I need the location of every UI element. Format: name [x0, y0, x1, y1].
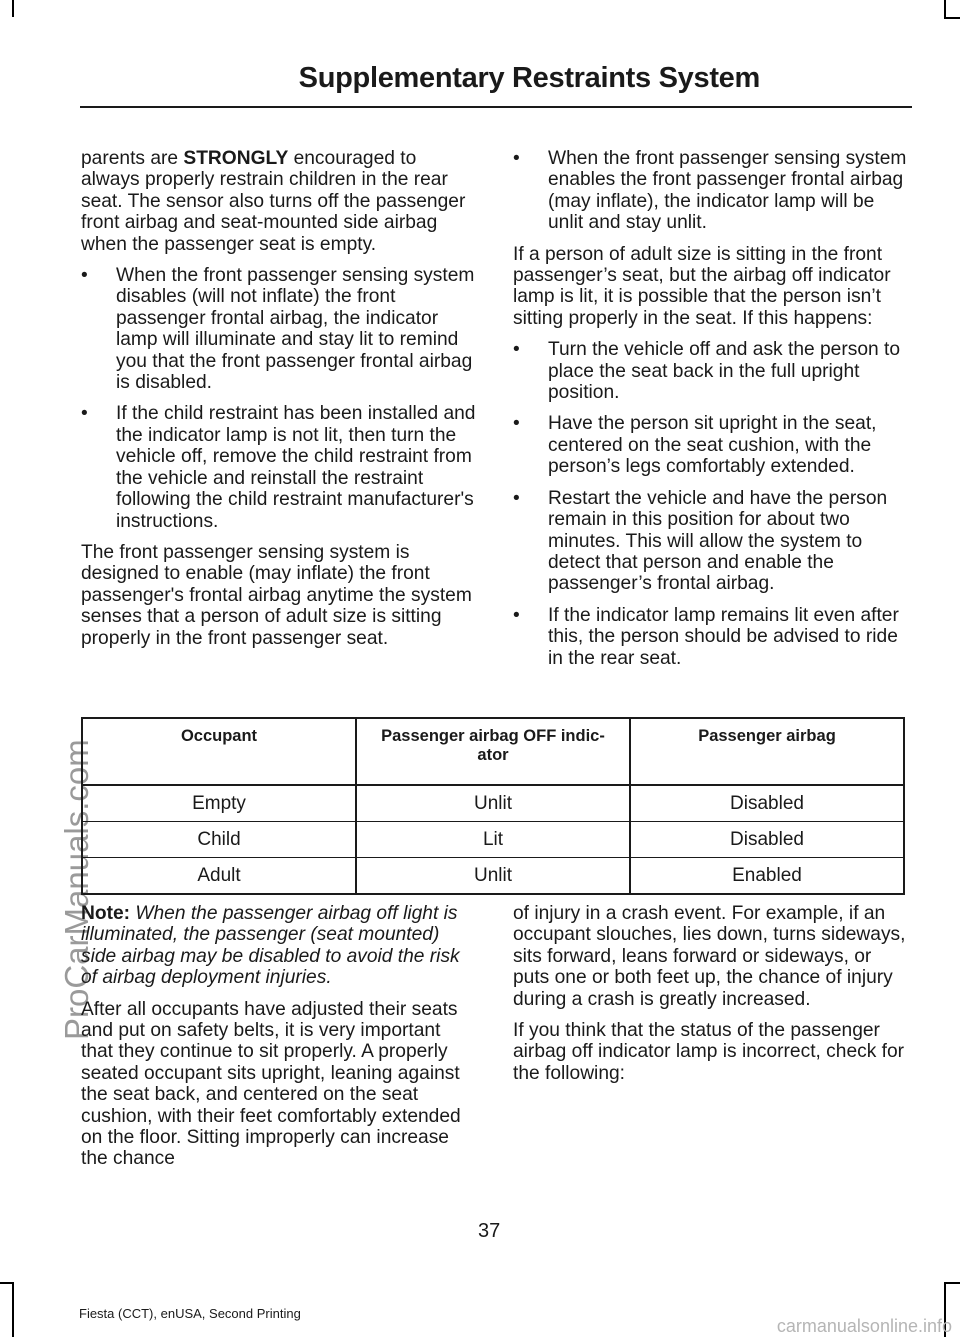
header-indicator: Passenger airbag OFF indic- ator [356, 718, 630, 785]
injury-paragraph: of injury in a crash event. For example, if an occupant slouches, lies down, turns sideways, sits forward, leans forward or sideways, or puts one or both feet up, the chance of injury during a crash is greatly increased. [513, 903, 906, 1010]
note-label: Note: [81, 903, 131, 924]
cell-occupant: Adult [82, 858, 356, 895]
list-item [513, 413, 907, 477]
list-item [513, 605, 907, 669]
side-watermark: ProCarManuals.com [58, 739, 95, 1040]
title-rule [80, 106, 912, 108]
bullet-icon: • [513, 604, 520, 626]
sensing-system-paragraph: The front passenger sensing system is designed to enable (may inflate) the front passenger's frontal airbag anytime the system senses that a person of adult size is sitting properly in the front passenger seat. [81, 541, 472, 649]
crop-mark-bottom-left-v [12, 1284, 14, 1337]
bullet-icon: • [81, 265, 88, 287]
intro-strong: STRONGLY [183, 148, 289, 169]
cell-indicator: Lit [356, 822, 630, 858]
lower-right-column [513, 903, 908, 1094]
airbag-status-table [81, 717, 905, 895]
crop-mark-bottom-right-h [944, 1282, 960, 1284]
header-occupant: Occupant [82, 718, 356, 785]
table-row [82, 822, 904, 858]
list-item [513, 339, 907, 403]
crop-mark-top-left-v [12, 0, 14, 17]
list-item-text: If the child restraint has been installed and the indicator lamp is not lit, then turn the vehicle off, remove the child restraint from the vehicle and reinstall the restraint following the child restraint manufacturer's instructions. [116, 403, 476, 532]
upper-right-column [513, 148, 907, 679]
note-text: When the passenger airbag off light is illuminated, the passenger (seat mounted) side airbag may be disabled to avoid the risk of airbag deployment injuries. [81, 903, 460, 989]
table-row [82, 858, 904, 895]
note-paragraph [81, 903, 476, 989]
page-number: 37 [478, 1220, 501, 1242]
header-passenger-airbag: Passenger airbag [630, 718, 904, 785]
status-check-paragraph: If you think that the status of the passenger airbag off indicator lamp is incorrect, check for the following: [513, 1020, 905, 1084]
crop-mark-top-right-h [944, 17, 960, 19]
table-header-row [82, 718, 904, 785]
list-item [81, 403, 476, 531]
upper-left-column [81, 148, 476, 659]
right-bullet-list [513, 339, 907, 669]
cell-airbag: Disabled [630, 822, 904, 858]
crop-mark-top-right-v [944, 0, 946, 17]
list-item [513, 488, 907, 595]
list-item-text: When the front passenger sensing system enables the front passenger frontal airbag (may inflate), the indicator lamp will be unlit and stay unlit. [548, 148, 907, 234]
bullet-icon: • [513, 487, 520, 509]
list-item-text: Turn the vehicle off and ask the person to place the seat back in the full upright position. [548, 339, 900, 404]
cell-indicator: Unlit [356, 785, 630, 822]
cell-indicator: Unlit [356, 858, 630, 895]
intro-text-start: parents are [81, 148, 184, 169]
list-item-text: Have the person sit upright in the seat, centered on the seat cushion, with the person’s legs comfortably extended. [548, 413, 877, 478]
bullet-icon: • [513, 339, 520, 361]
list-item-text: When the front passenger sensing system disables (will not inflate) the front passenger frontal airbag, the indicator lamp will illuminate and stay lit to remind you that the front passenger frontal airbag is disabled. [116, 265, 475, 394]
bullet-icon: • [81, 403, 88, 425]
list-item [513, 148, 907, 234]
list-item-text: If the indicator lamp remains lit even after this, the person should be advised to ride in the rear seat. [548, 604, 899, 669]
list-item [81, 265, 476, 393]
intro-text-end: encouraged to always properly restrain children in the rear seat. The sensor also turns off the passenger front airbag and seat-mounted side airbag when the passenger seat is empty. [81, 148, 466, 255]
left-bullet-list [81, 265, 476, 532]
adult-size-paragraph: If a person of adult size is sitting in the front passenger’s seat, but the airbag off indicator lamp is lit, it is possible that the person isn’t sitting properly in the seat. If this happens: [513, 243, 891, 329]
list-item-text: Restart the vehicle and have the person remain in this position for about two minutes. This will allow the system to detect that person and enable the passenger’s frontal airbag. [548, 487, 888, 595]
intro-paragraph [81, 148, 476, 255]
page-title: Supplementary Restraints System [298, 62, 760, 94]
cell-airbag: Disabled [630, 785, 904, 822]
bullet-icon: • [513, 413, 520, 435]
edition-footer: Fiesta (CCT), enUSA, Second Printing [79, 1306, 301, 1321]
table-row [82, 785, 904, 822]
cell-occupant: Child [82, 822, 356, 858]
bottom-watermark: carmanualsonline.info [776, 1316, 952, 1336]
cell-airbag: Enabled [630, 858, 904, 895]
seating-paragraph: After all occupants have adjusted their seats and put on safety belts, it is very important that they continue to sit properly. A properly seated occupant sits upright, leaning against the seat back, and centered on the seat cushion, with their feet comfortably extended on the floor. Sitting improperly can increase the chance [81, 998, 461, 1170]
right-top-bullet-list [513, 148, 907, 234]
cell-occupant: Empty [82, 785, 356, 822]
lower-left-column [81, 903, 476, 1180]
bullet-icon: • [513, 148, 520, 169]
